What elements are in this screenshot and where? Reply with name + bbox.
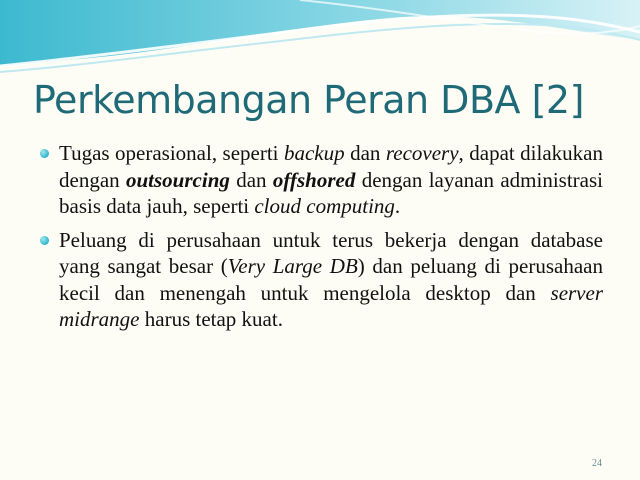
bullet-text-segment: , dapat dilakukan dengan [59, 141, 603, 192]
bullet-text-segment: . [394, 194, 401, 218]
bullet-text-segment: ) dan peluang di perusahaan kecil dan menengah untuk mengelola desktop dan [59, 254, 603, 305]
page-number: 24 [592, 458, 602, 469]
bullet-text-segment: outsourcing [126, 167, 230, 192]
bullet-text-segment: Very Large DB [227, 254, 358, 278]
bullet-text-segment: cloud computing [254, 194, 395, 218]
bullet-text-segment: backup [283, 141, 345, 165]
bullet-item [40, 140, 603, 220]
bullet-text-segment: offshored [272, 167, 356, 192]
slide-title: Perkembangan Peran DBA [2] [33, 78, 584, 122]
bullet-text-segment: Peluang di perusahaan untuk terus bekerja dengan database yang sangat besar ( [59, 227, 603, 278]
bullet-text-segment: harus tetap kuat. [139, 307, 283, 331]
header-wave-decoration [0, 0, 640, 80]
bullet-text-segment: Tugas operasional, seperti [59, 141, 284, 165]
bullet-item [40, 227, 603, 333]
bullet-text-segment: dan [344, 141, 386, 165]
bullet-text-segment: dan [229, 167, 273, 192]
bullet-text-segment: recovery [385, 141, 459, 165]
bullet-list [40, 140, 603, 340]
bullet-text-segment: server midrange [59, 280, 603, 331]
bullet-text-segment: dengan layanan administrasi basis data jauh, seperti [59, 167, 603, 218]
bullet-dot-icon [40, 149, 49, 158]
bullet-dot-icon [40, 236, 49, 245]
